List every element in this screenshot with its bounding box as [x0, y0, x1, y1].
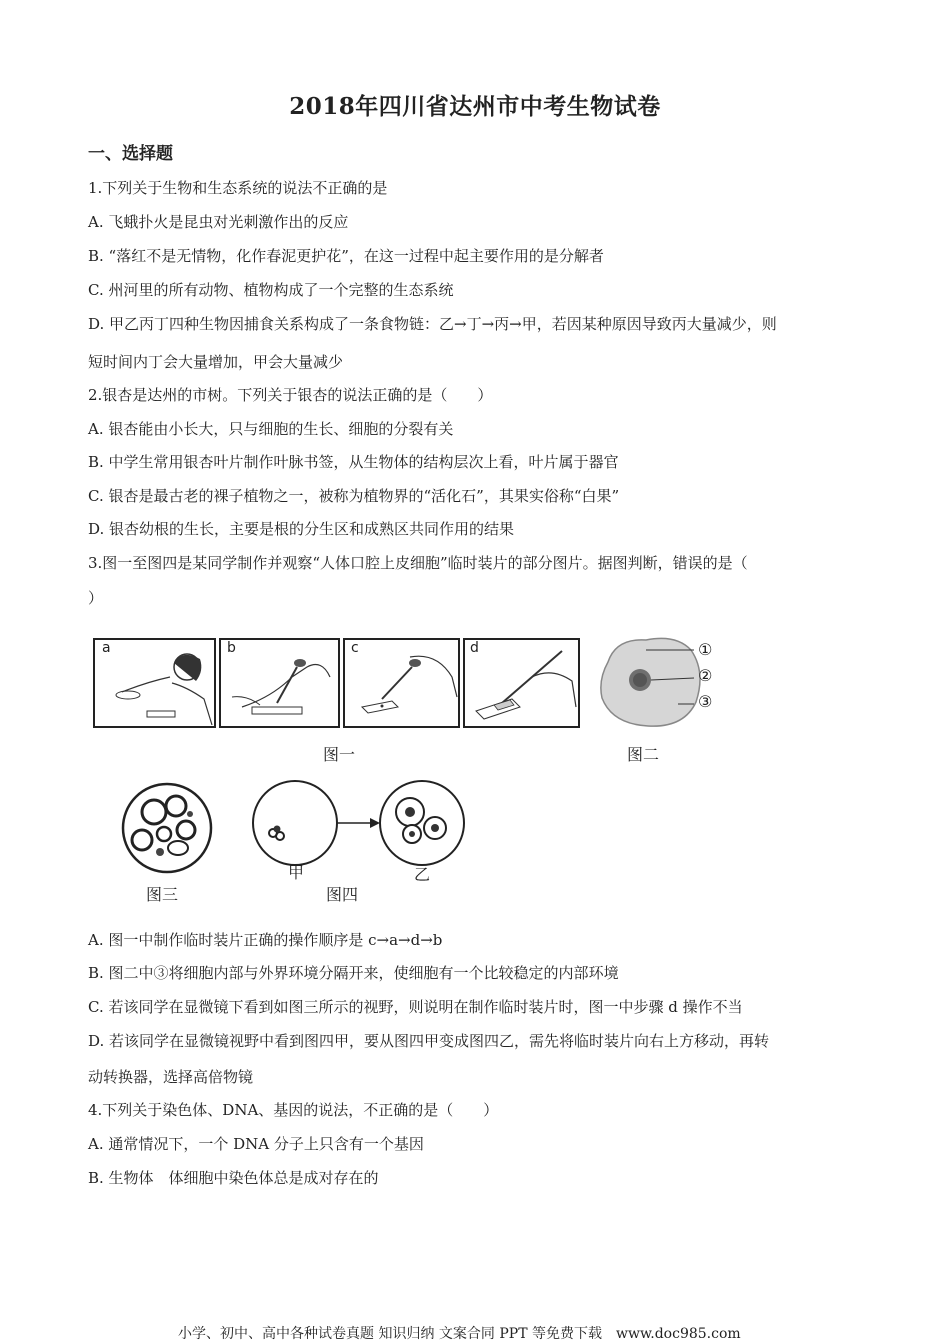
page-title: 2018年四川省达州市中考生物试卷 — [289, 93, 661, 120]
q3-option-d-cont: 动转换器，选择高倍物镜 — [88, 1068, 254, 1086]
q3-option-d: D. 若该同学在显微镜视野中看到图四甲，要从图四甲变成图四乙，需先将临时装片向右上方移动，再转 — [88, 1032, 770, 1050]
figure-one-caption: 图一 — [323, 745, 356, 764]
q2-option-b: B. 中学生常用银杏叶片制作叶脉书签，从生物体的结构层次上看，叶片属于器官 — [88, 453, 619, 471]
label-3: ③ — [698, 692, 713, 711]
figure-four-fields — [250, 778, 465, 868]
q1-option-c: C. 州河里的所有动物、植物构成了一个完整的生态系统 — [88, 281, 454, 299]
panel-a-label: a — [102, 640, 111, 656]
panel-d-label: d — [470, 640, 479, 656]
q4-stem: 4.下列关于染色体、DNA、基因的说法，不正确的是（ ） — [88, 1101, 499, 1119]
figure-two-caption: 图二 — [627, 745, 660, 764]
q3-option-b: B. 图二中③将细胞内部与外界环境分隔开来，使细胞有一个比较稳定的内部环境 — [88, 964, 619, 982]
label-2: ② — [698, 666, 713, 685]
figure-four-caption: 图四 — [326, 885, 359, 904]
q1-option-a: A. 飞蛾扑火是昆虫对光刺激作出的反应 — [88, 213, 349, 231]
page-footer: 小学、初中、高中各种试卷真题 知识归纳 文案合同 PPT 等免费下载 www.doc985.com — [178, 1326, 741, 1342]
q1-stem: 1.下列关于生物和生态系统的说法不正确的是 — [88, 179, 388, 197]
q3-stem-cont: ） — [88, 589, 104, 607]
q2-option-d: D. 银杏幼根的生长，主要是根的分生区和成熟区共同作用的结果 — [88, 520, 515, 538]
q1-option-b: B. “落红不是无情物，化作春泥更护花”，在这一过程中起主要作用的是分解者 — [88, 247, 604, 265]
q4-option-a: A. 通常情况下，一个 DNA 分子上只含有一个基因 — [88, 1135, 424, 1153]
q2-stem: 2.银杏是达州的市树。下列关于银杏的说法正确的是（ ） — [88, 386, 493, 404]
q1-option-d-cont: 短时间内丁会大量增加，甲会大量减少 — [88, 353, 344, 371]
section-heading: 一、选择题 — [88, 144, 173, 164]
figure-four-yi: 乙 — [414, 865, 431, 884]
label-1: ① — [698, 640, 713, 659]
q1-option-d: D. 甲乙丙丁四种生物因捕食关系构成了一条食物链：乙→丁→丙→甲，若因某种原因导致丙大量减少，则 — [88, 315, 777, 333]
q2-option-a: A. 银杏能由小长大，只与细胞的生长、细胞的分裂有关 — [88, 420, 454, 438]
q3-option-c: C. 若该同学在显微镜下看到如图三所示的视野，则说明在制作临时装片时，图一中步骤 d 操作不当 — [88, 998, 743, 1016]
q3-option-a: A. 图一中制作临时装片正确的操作顺序是 c→a→d→b — [88, 931, 443, 949]
panel-b-label: b — [227, 640, 236, 656]
panel-c-label: c — [351, 640, 359, 656]
figure-three-field — [120, 778, 214, 878]
q4-option-b: B. 生物体 体细胞中染色体总是成对存在的 — [88, 1169, 379, 1187]
figure-three-caption: 图三 — [146, 885, 179, 904]
q3-stem: 3.图一至图四是某同学制作并观察“人体口腔上皮细胞”临时装片的部分图片。据图判断，错误的是（ — [88, 554, 748, 572]
figure-four-jia: 甲 — [288, 863, 305, 882]
figure-one-panels — [92, 637, 582, 729]
q2-option-c: C. 银杏是最古老的裸子植物之一，被称为植物界的“活化石”，其果实俗称“白果” — [88, 487, 620, 505]
